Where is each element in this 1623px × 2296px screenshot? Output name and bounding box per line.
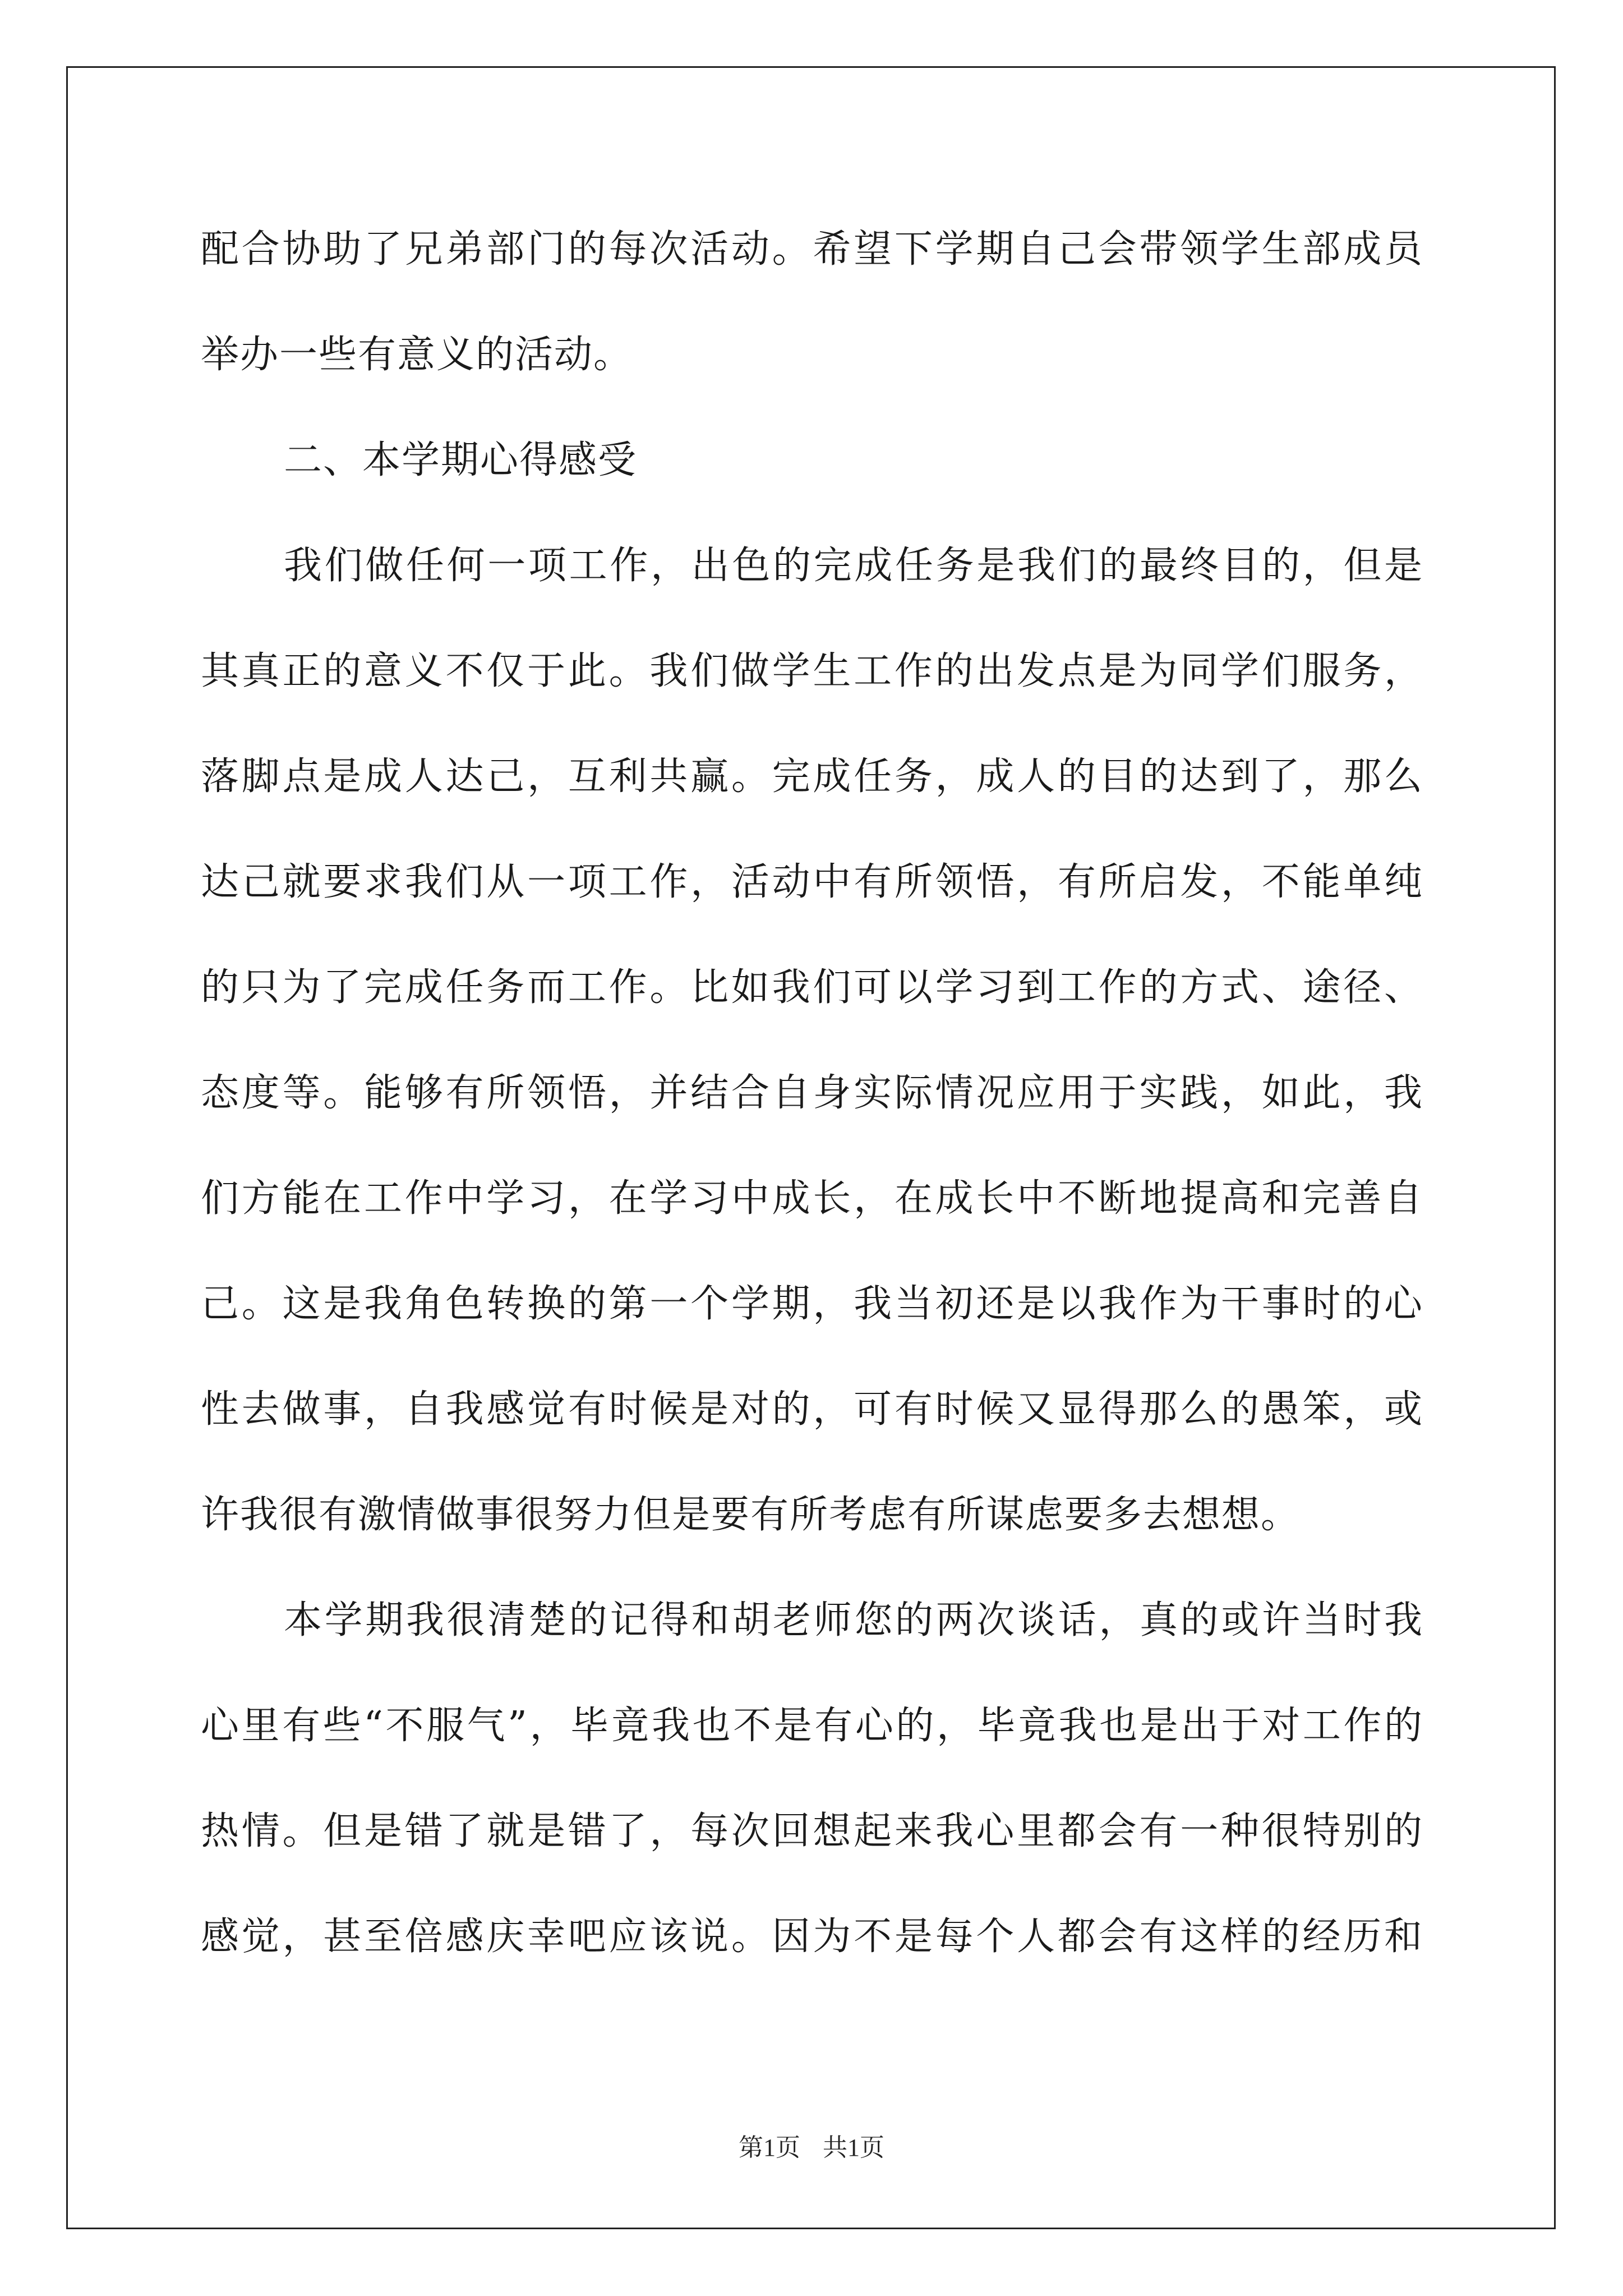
document-body (201, 208, 1423, 2000)
section-heading: 二、本学期心得感受 (284, 438, 638, 482)
body-line: 其真正的意义不仅于此。我们做学生工作的出发点是为同学们服务， (201, 649, 1423, 693)
body-line: 本学期我很清楚的记得和胡老师您的两次谈话，真的或许当时我 (284, 1598, 1423, 1642)
page-number-current: 第1页 (739, 2134, 800, 2161)
body-line: 热情。但是错了就是错了，每次回想起来我心里都会有一种很特别的 (201, 1809, 1423, 1853)
body-line: 落脚点是成人达己，互利共赢。完成任务，成人的目的达到了，那么 (201, 754, 1423, 799)
body-line: 己。这是我角色转换的第一个学期，我当初还是以我作为干事时的心 (201, 1282, 1423, 1326)
body-line: 感觉，甚至倍感庆幸吧应该说。因为不是每个人都会有这样的经历和 (201, 1915, 1423, 1959)
page-number-total: 共1页 (823, 2134, 884, 2161)
body-line: 我们做任何一项工作，出色的完成任务是我们的最终目的，但是 (284, 544, 1423, 588)
body-line: 许我很有激情做事很努力但是要有所考虑有所谋虑要多去想想。 (201, 1493, 1301, 1537)
page-footer (0, 2127, 1623, 2163)
body-line: 态度等。能够有所领悟，并结合自身实际情况应用于实践，如此，我 (201, 1071, 1423, 1115)
body-line: 性去做事，自我感觉有时候是对的，可有时候又显得那么的愚笨，或 (201, 1387, 1423, 1432)
body-line: 们方能在工作中学习，在学习中成长，在成长中不断地提高和完善自 (201, 1176, 1423, 1221)
body-line: 举办一些有意义的活动。 (201, 333, 633, 377)
body-line: 心里有些“不服气”，毕竟我也不是有心的，毕竟我也是出于对工作的 (201, 1704, 1423, 1748)
body-line: 配合协助了兄弟部门的每次活动。希望下学期自己会带领学生部成员 (201, 227, 1423, 272)
body-line: 的只为了完成任务而工作。比如我们可以学习到工作的方式、途径、 (201, 965, 1423, 1010)
body-line: 达己就要求我们从一项工作，活动中有所领悟，有所启发，不能单纯 (201, 860, 1423, 904)
